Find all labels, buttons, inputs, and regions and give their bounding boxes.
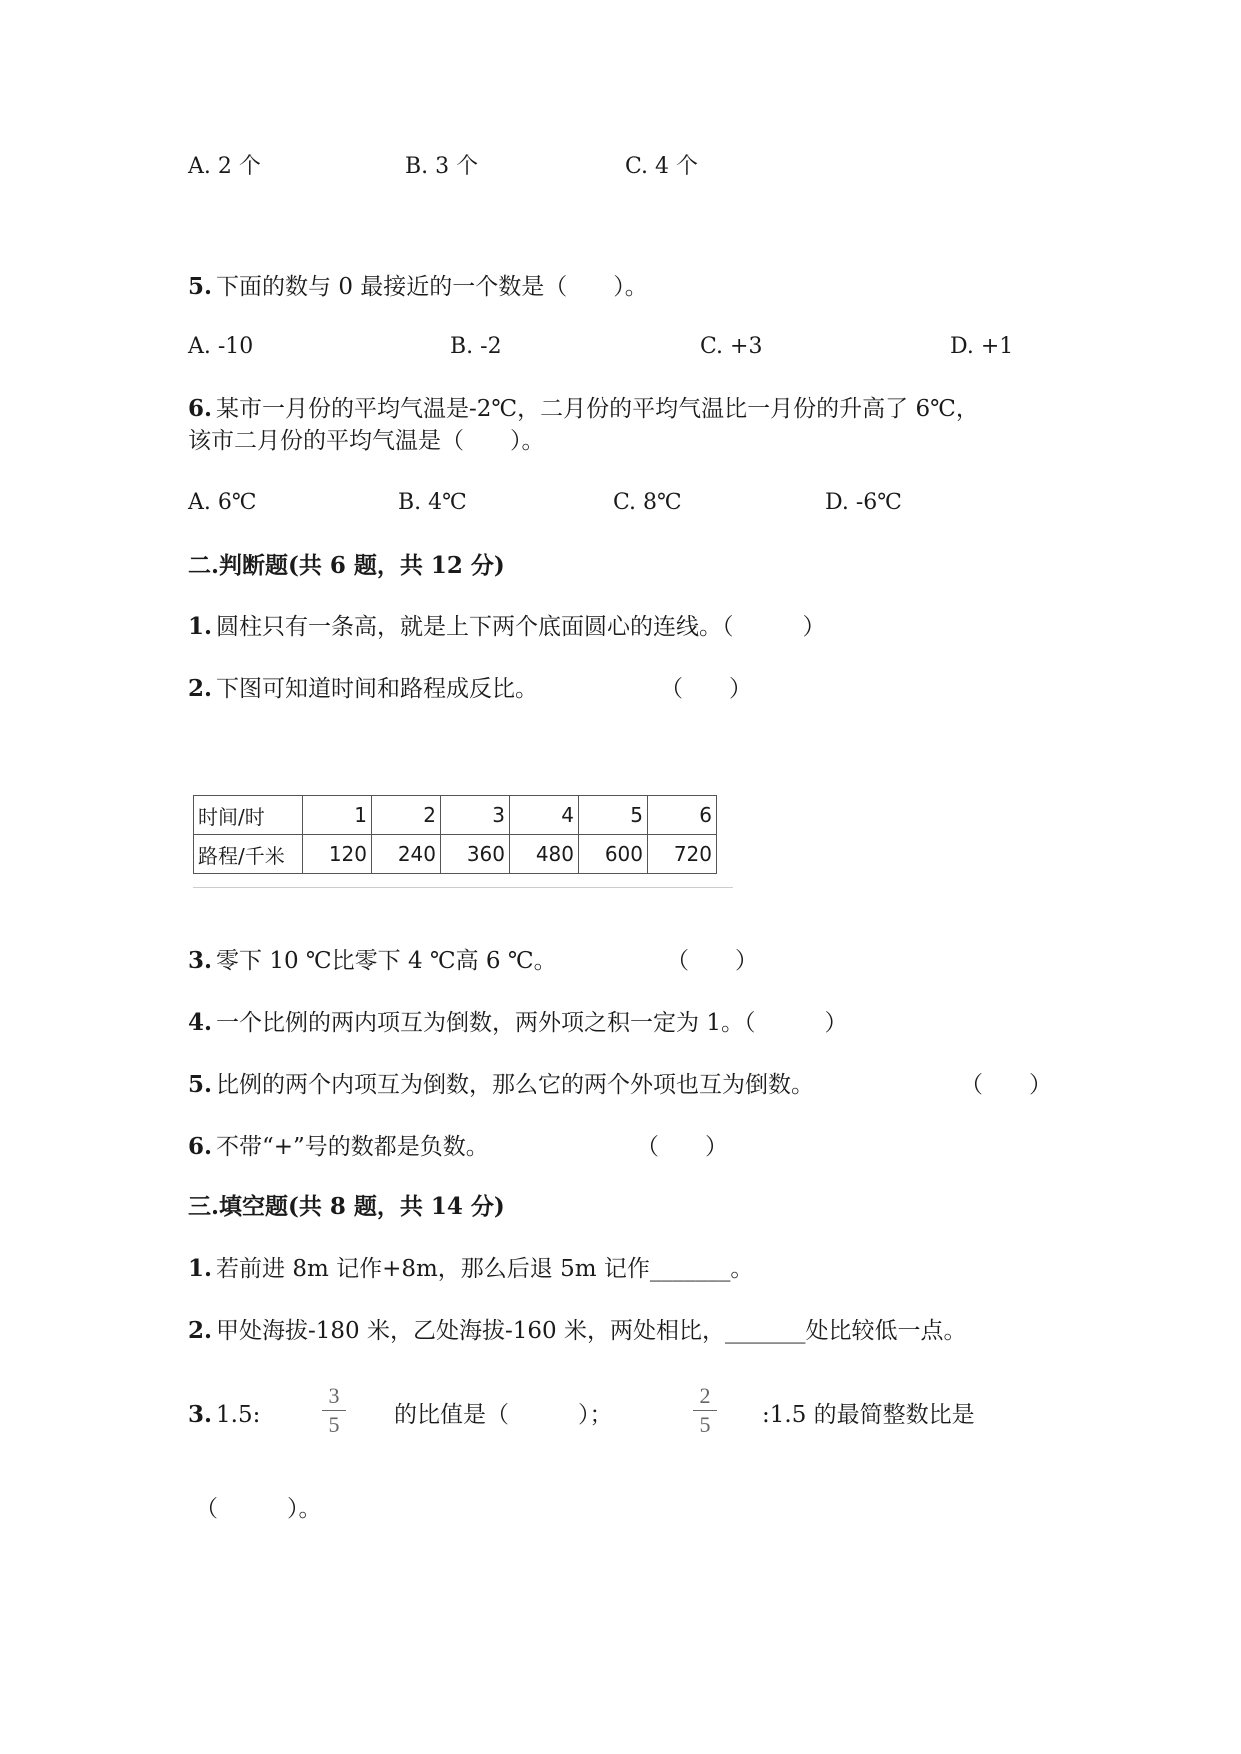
s3-item-3-suffix: :1.5 的最简整数比是: [762, 1402, 975, 1428]
question-text: 零下 10 ℃比零下 4 ℃高 6 ℃。: [216, 948, 557, 974]
fraction-denominator: 5: [328, 1412, 340, 1437]
table-row: [194, 835, 717, 874]
s3-item-3-line2: （ ）。: [195, 1496, 322, 1522]
fraction-two-fifths: [693, 1383, 717, 1438]
question-number: 5.: [188, 1071, 213, 1098]
fraction-numerator: 3: [328, 1383, 340, 1408]
s3-item-2: [188, 1316, 966, 1346]
question-text: 下面的数与 0 最接近的一个数是（ ）。: [216, 274, 648, 300]
s2-item-1: [188, 612, 826, 642]
q6-option-a: A. 6℃: [188, 490, 257, 515]
q5-option-b: B. -2: [450, 334, 502, 359]
fraction-bar: [322, 1410, 346, 1411]
q5-option-d: D. +1: [950, 334, 1014, 359]
row-header: 时间/时: [194, 796, 303, 835]
q4-option-a: A. 2 个: [188, 154, 261, 179]
q5-option-c: C. +3: [700, 334, 763, 359]
table-cell: 360: [441, 835, 510, 874]
answer-paren: （ ）: [960, 1072, 1052, 1098]
table-bottom-rule: [193, 881, 733, 888]
question-number: 3.: [188, 1401, 213, 1428]
q6-option-b: B. 4℃: [398, 490, 467, 515]
s3-item-3-middle: 的比值是（ ）；: [394, 1402, 613, 1428]
table-cell: 1: [303, 796, 372, 835]
table-cell: 6: [648, 796, 717, 835]
q5-question: [188, 272, 648, 302]
s3-item-1: [188, 1254, 753, 1284]
question-number: 3.: [188, 947, 213, 974]
question-text: 某市一月份的平均气温是-2℃，二月份的平均气温比一月份的升高了 6℃，: [216, 396, 979, 422]
question-number: 2.: [188, 675, 213, 702]
s2-item-4: [188, 1008, 847, 1038]
table-row: [194, 796, 717, 835]
s2-item-2: [188, 674, 538, 704]
s3-item-3-prefix: [188, 1400, 260, 1430]
question-number: 6.: [188, 1133, 213, 1160]
question-number: 4.: [188, 1009, 213, 1036]
q6-question-line2: 该市二月份的平均气温是（ ）。: [188, 428, 545, 454]
question-text: 下图可知道时间和路程成反比。: [216, 676, 539, 702]
answer-paren: （ ）: [660, 676, 752, 702]
q6-question-line1: [188, 394, 979, 424]
fraction-numerator: 2: [699, 1383, 711, 1408]
question-number: 1.: [188, 1255, 213, 1282]
q4-option-b: B. 3 个: [405, 154, 479, 179]
section2-title: 二.判断题(共 6 题，共 12 分): [188, 552, 505, 579]
answer-paren: （ ）: [666, 948, 758, 974]
fraction-bar: [693, 1410, 717, 1411]
s2-item-5: [188, 1070, 814, 1100]
table-cell: 3: [441, 796, 510, 835]
question-text: 甲处海拔-180 米，乙处海拔-160 米，两处相比，_______处比较低一点。: [216, 1318, 967, 1344]
table-cell: 240: [372, 835, 441, 874]
q6-option-d: D. -6℃: [825, 490, 902, 515]
q5-option-a: A. -10: [188, 334, 254, 359]
q4-option-c: C. 4 个: [625, 154, 699, 179]
question-number: 2.: [188, 1317, 213, 1344]
ratio-prefix: 1.5:: [216, 1402, 261, 1428]
table-cell: 5: [579, 796, 648, 835]
s2-item-6: [188, 1132, 489, 1162]
table-cell: 480: [510, 835, 579, 874]
question-number: 1.: [188, 613, 213, 640]
question-text: 圆柱只有一条高，就是上下两个底面圆心的连线。（ ）: [216, 614, 826, 640]
section3-title: 三.填空题(共 8 题，共 14 分): [188, 1193, 505, 1220]
question-text: 比例的两个内项互为倒数，那么它的两个外项也互为倒数。: [216, 1072, 815, 1098]
fraction-three-fifths: [322, 1383, 346, 1438]
question-number: 6.: [188, 395, 213, 422]
question-number: 5.: [188, 273, 213, 300]
table-cell: 720: [648, 835, 717, 874]
table-cell: 4: [510, 796, 579, 835]
question-text: 一个比例的两内项互为倒数，两外项之积一定为 1。（ ）: [216, 1010, 848, 1036]
time-distance-table: [193, 795, 733, 885]
s2-item-3: [188, 946, 557, 976]
q6-option-c: C. 8℃: [613, 490, 682, 515]
question-text: 不带“+”号的数都是负数。: [216, 1134, 489, 1160]
fraction-denominator: 5: [699, 1412, 711, 1437]
table-cell: 600: [579, 835, 648, 874]
answer-paren: （ ）: [636, 1134, 728, 1160]
table-cell: 120: [303, 835, 372, 874]
question-text: 若前进 8m 记作+8m，那么后退 5m 记作_______。: [216, 1256, 754, 1282]
table-cell: 2: [372, 796, 441, 835]
row-header: 路程/千米: [194, 835, 303, 874]
